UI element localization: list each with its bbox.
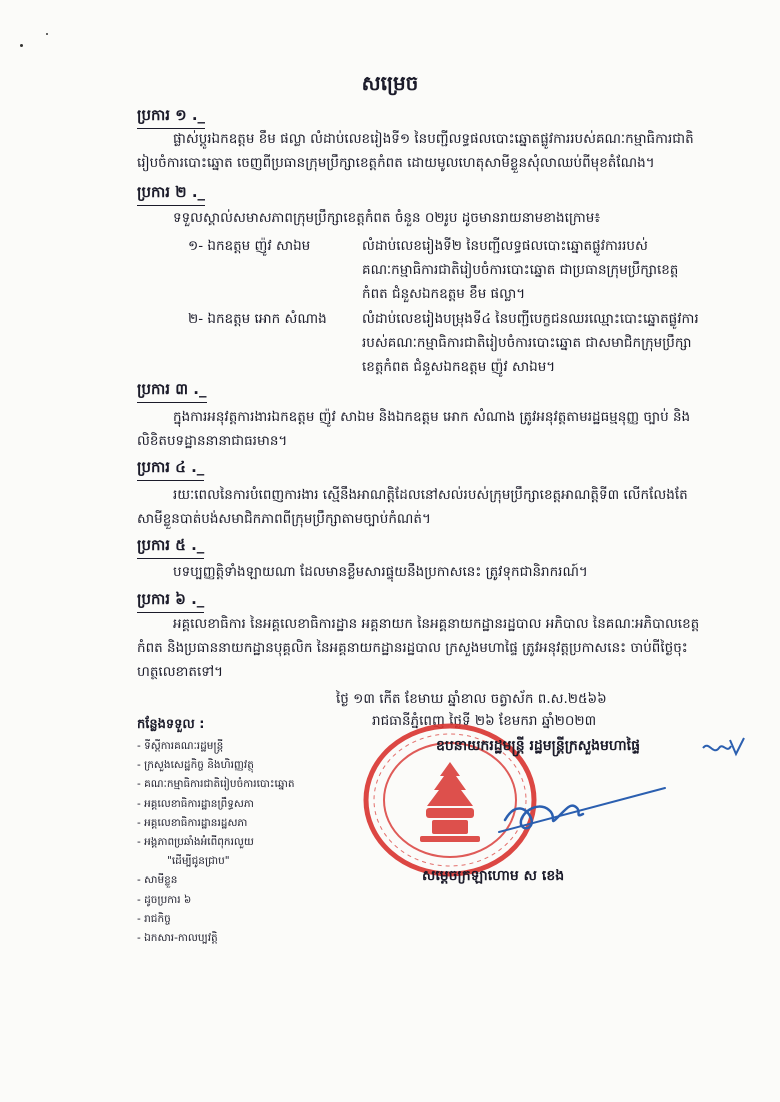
speck (20, 44, 23, 47)
article-6-text: អគ្គលេខាធិការ នៃអគ្គលេខាធិការដ្ឋាន អគ្គនាយក នៃអគ្គនាយកដ្ឋានរដ្ឋបាល អភិបាល នៃគណៈអភិបាលខេត្តកំពត និងប្រធាននាយកដ្ឋានបុគ្គលិក នៃអគ្គនាយកដ្ឋានរដ្ឋបាល ក្រសួងមហាផ្ទៃ ត្រូវអនុវត្តប្រកាសនេះ ចាប់ពីថ្ងៃចុះហត្ថលេខាតទៅ។ (137, 616, 700, 680)
recipients-list (137, 737, 295, 948)
recipient-item: - ដូចប្រការ ៦ (137, 893, 192, 906)
speck (46, 33, 48, 35)
recipient-item: - អង្គភាពប្រឆាំងអំពើពុករលួយ (137, 836, 254, 849)
date-lunar: ថ្ងៃ ១៣ កើត ខែមាឃ ឆ្នាំខាល ចត្វាស័ក ព.ស.២៥៦៦ (336, 691, 607, 707)
recipient-item: - អគ្គលេខាធិការដ្ឋានរដ្ឋសភា (137, 816, 248, 829)
article-6-heading: ប្រការ ៦ ._ (137, 590, 204, 613)
article-5-heading: ប្រការ ៥ ._ (137, 536, 204, 559)
recipients-title: កន្លែងទទួល : (137, 717, 205, 732)
member-1-name: ១- ឯកឧត្តម ញ៉ូវ សាឯម (188, 238, 311, 254)
member-1-text: លំដាប់លេខរៀងទី២ នៃបញ្ជីលទ្ធផលបោះឆ្នោតផ្លូវការរបស់គណៈកម្មាធិការជាតិរៀបចំការបោះឆ្នោត ជាប្រធានក្រុមប្រឹក្សាខេត្តកំពត ជំនួសឯកឧត្តម ខឹម ផល្លា។ (362, 238, 679, 302)
article-1-text: ផ្លាស់ប្តូរឯកឧត្តម ខឹម ផល្លា លំដាប់លេខរៀងទី១ នៃបញ្ជីលទ្ធផលបោះឆ្នោតផ្លូវការរបស់គណៈកម្មាធិការជាតិរៀបចំការបោះឆ្នោត ចេញពីប្រធានក្រុមប្រឹក្សាខេត្តកំពត ដោយមូលហេតុសាមីខ្លួនសុំលាឈប់ពីមុខតំណែង។ (137, 131, 694, 171)
recipient-item: - គណៈកម្មាធិការជាតិរៀបចំការបោះឆ្នោត (137, 778, 295, 791)
document-title: សម្រេច (361, 71, 419, 95)
recipient-item: - រាជកិច្ច (137, 912, 171, 925)
article-3-text: ក្នុងការអនុវត្តការងារឯកឧត្តម ញ៉ូវ សាឯម និងឯកឧត្តម អោក សំណាង ត្រូវអនុវត្តតាមរដ្ឋធម្មនុញ្ញ ច្បាប់ និងលិខិតបទដ្ឋាននានាជាធរមាន។ (137, 409, 691, 449)
recipient-item: "ដើម្បីជូនជ្រាប" (167, 855, 230, 868)
handwritten-signature-icon (495, 770, 675, 850)
recipient-item: - ក្រសួងសេដ្ឋកិច្ច និងហិរញ្ញវត្ថុ (137, 759, 254, 772)
signer-name: សម្តេចក្រឡាហោម ស ខេង (422, 868, 565, 884)
article-1-heading: ប្រការ ១ ._ (137, 106, 205, 129)
article-4-heading: ប្រការ ៤ ._ (137, 458, 204, 481)
member-2-text: លំដាប់លេខរៀងបម្រុងទី៤ នៃបញ្ជីបេក្ខជនឈរឈ្មោះបោះឆ្នោតផ្លូវការរបស់គណៈកម្មាធិការជាតិរៀបចំការបោះឆ្នោត ជាសមាជិកក្រុមប្រឹក្សាខេត្តកំពត ជំនួសឯកឧត្តម ញ៉ូវ សាឯម។ (362, 311, 699, 375)
recipient-item: - ទីស្តីការគណៈរដ្ឋមន្ត្រី (137, 740, 224, 752)
member-2-name: ២- ឯកឧត្តម អោក សំណាង (188, 311, 327, 327)
article-3-heading: ប្រការ ៣ ._ (137, 380, 207, 403)
initial-mark-icon (700, 734, 750, 760)
date-solar: រាជធានីភ្នំពេញ ថ្ងៃទី ២៦ ខែមករា ឆ្នាំ២០២៣ (372, 713, 597, 729)
recipient-item: - អគ្គលេខាធិការដ្ឋានព្រឹទ្ធសភា (137, 797, 254, 810)
article-2-heading: ប្រការ ២ ._ (137, 183, 205, 206)
recipient-item: - សាមីខ្លួន (137, 874, 178, 887)
article-4-text: រយៈពេលនៃការបំពេញការងារ ស្មើនឹងអាណត្តិដែលនៅសល់របស់ក្រុមប្រឹក្សាខេត្តអាណត្តិទី៣ លើកលែងតែសាមីខ្លួនបាត់បង់សមាជិកភាពពីក្រុមប្រឹក្សាតាមច្បាប់កំណត់។ (137, 487, 688, 527)
article-2-text: ទទួលស្គាល់សមាសភាពក្រុមប្រឹក្សាខេត្តកំពត ចំនួន ០២រូប ដូចមានរាយនាមខាងក្រោម៖ (173, 210, 601, 226)
article-5-text: បទប្បញ្ញត្តិទាំងឡាយណា ដែលមានខ្លឹមសារផ្ទុយនឹងប្រកាសនេះ ត្រូវទុកជានិរាករណ៍។ (173, 564, 588, 580)
signer-title: ឧបនាយករដ្ឋមន្ត្រី រដ្ឋមន្ត្រីក្រសួងមហាផ្ទៃ (436, 738, 641, 754)
recipient-item: - ឯកសារ-កាលប្បវត្តិ (137, 932, 218, 945)
